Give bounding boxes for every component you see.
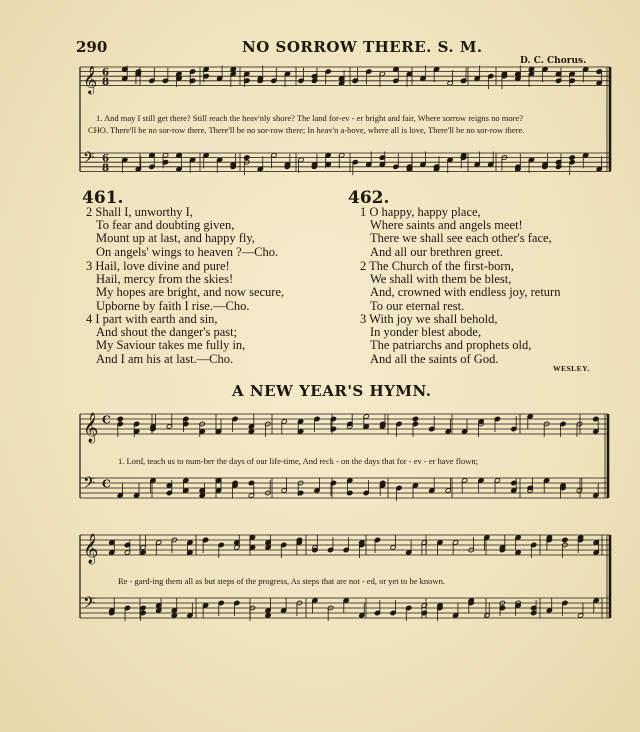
- page-number: 290: [76, 38, 108, 56]
- svg-text:𝄞: 𝄞: [83, 65, 98, 94]
- lyric-verse-line: 1. And may I still get there? Still reach the heav'nly shore? The land for-ev - er bright and fair, Where sorrow reigns no more?: [96, 113, 523, 123]
- svg-text:6: 6: [102, 66, 110, 79]
- svg-text:𝄞: 𝄞: [83, 413, 99, 443]
- new-year-lyric-line-2: Re - gard-ing them all as but steps of the progress, As steps that are not - ed, or yet to be known.: [118, 576, 445, 586]
- hymn-title-new-years-hymn: A NEW YEAR'S HYMN.: [232, 382, 432, 400]
- lyric-chorus-line: CHO. There'll be no sor-row there, There'll be no sor-row there; In heav'n a-bove, where all is love, There'll be no sor-row there.: [88, 125, 525, 135]
- hymn-462-verse-1: 1 O happy, happy place, Where saints and angels meet! There we shall see each other's face, And all our brethren greet.: [360, 205, 552, 259]
- svg-text:C: C: [102, 413, 111, 427]
- svg-text:𝄢: 𝄢: [83, 594, 96, 616]
- hymn-461-verse-3: 3 Hail, love divine and pure! Hail, mercy from the skies! My hopes are bright, and now secure, Upborne by faith I rise.—Cho.: [86, 259, 285, 313]
- author-credit: WESLEY.: [553, 364, 590, 373]
- svg-text:𝄢: 𝄢: [83, 474, 96, 496]
- svg-text:𝄞: 𝄞: [83, 534, 99, 564]
- hymn-title-no-sorrow-there: NO SORROW THERE. S. M.: [242, 38, 483, 56]
- hymn-number-462: 462.: [348, 188, 390, 208]
- hymn-462-verse-2: 2 The Church of the first-born, We shall with them be blest, And, crowned with endless joy, return To our eternal rest.: [360, 259, 561, 313]
- hymn-number-461: 461.: [82, 188, 124, 208]
- hymn-462-verse-3: 3 With joy we shall behold, In yonder blest abode, The patriarchs and prophets old, And all the saints of God.: [360, 312, 532, 366]
- hymn-461-verse-4: 4 I part with earth and sin, And shout the danger's past; My Saviour takes me fully in, And I am his at last.—Cho.: [86, 312, 246, 366]
- svg-text:𝄢: 𝄢: [83, 149, 95, 170]
- svg-text:C: C: [102, 477, 111, 491]
- svg-text:8: 8: [102, 75, 110, 88]
- dc-chorus-label: D. C. Chorus.: [520, 56, 587, 66]
- svg-text:8: 8: [102, 161, 110, 174]
- hymn-461-verse-2: 2 Shall I, unworthy I, To fear and doubting given, Mount up at last, and happy fly, On angels' wings to heaven ?—Cho.: [86, 205, 279, 259]
- new-year-lyric-line-1: 1. Lord, teach us to num-ber the days of our life-time, And reck - on the days that for - ev - er have flown;: [118, 456, 478, 466]
- svg-text:6: 6: [102, 152, 110, 165]
